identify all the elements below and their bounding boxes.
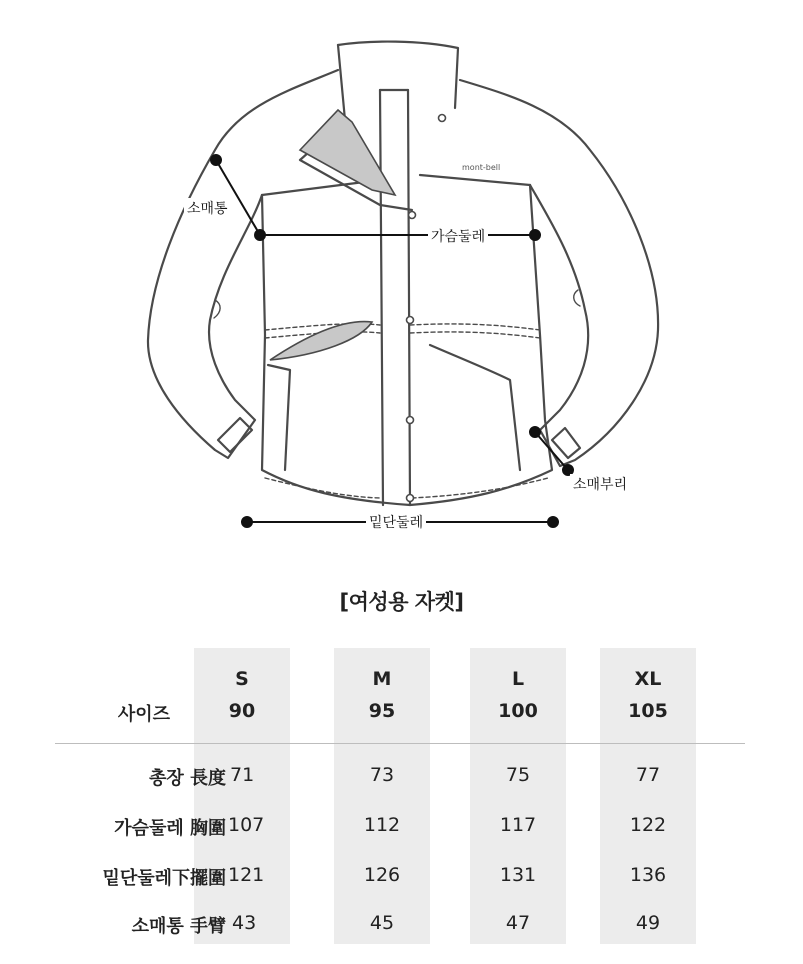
column-bg-xl <box>600 648 696 944</box>
size-l-num: 100 <box>498 700 538 722</box>
chest-label: 가슴둘레 <box>428 226 488 246</box>
row-length-s: 71 <box>230 764 255 786</box>
row-label-hem: 밑단둘레下擺圍 <box>102 868 226 889</box>
row-hem-l: 131 <box>499 864 537 886</box>
row-sleeve-m: 45 <box>369 912 395 934</box>
row-hem-m: 126 <box>363 864 401 886</box>
row-sleeve-l: 47 <box>505 912 531 934</box>
row-chest-s: 107 <box>228 814 265 836</box>
size-xl: XL <box>634 668 662 690</box>
row-length-m: 73 <box>369 764 395 786</box>
header-divider <box>55 743 745 744</box>
cuff-label: 소매부리 <box>570 474 630 494</box>
row-length-xl: 77 <box>635 764 661 786</box>
size-chart-title: [여성용 자켓] <box>339 590 464 614</box>
hem-label: 밑단둘레 <box>366 512 426 532</box>
size-m-num: 95 <box>368 700 396 722</box>
pocket-lining <box>270 322 372 360</box>
size-l: L <box>511 668 525 690</box>
hem-dot-left <box>242 517 252 527</box>
cuff-dot-top <box>530 427 540 437</box>
column-bg-s <box>194 648 290 944</box>
size-s: S <box>235 668 249 690</box>
row-sleeve-xl: 49 <box>635 912 661 934</box>
row-hem-s: 121 <box>228 864 265 886</box>
row-chest-xl: 122 <box>629 814 667 836</box>
hem-dot-right <box>548 517 558 527</box>
row-length-l: 75 <box>505 764 531 786</box>
row-label-chest: 가슴둘레 胸圍 <box>114 818 226 839</box>
column-bg-l <box>470 648 566 944</box>
row-label-sleeve: 소매통 手臂 <box>131 916 226 937</box>
row-chest-l: 117 <box>499 814 537 836</box>
size-s-num: 90 <box>228 700 256 722</box>
size-xl-num: 105 <box>628 700 668 722</box>
right-sleeve <box>460 80 658 466</box>
size-header-label: 사이즈 <box>117 704 170 725</box>
row-chest-m: 112 <box>363 814 401 836</box>
size-m: M <box>372 668 392 690</box>
sleeve-width-dot-top <box>211 155 221 165</box>
brand-logo: mont-bell <box>462 163 501 172</box>
column-bg-m <box>334 648 430 944</box>
row-sleeve-s: 43 <box>232 912 257 934</box>
row-label-length: 총장 長度 <box>148 768 226 789</box>
chest-dot-right <box>530 230 540 240</box>
row-hem-xl: 136 <box>629 864 667 886</box>
sleeve-width-label: 소매통 <box>184 198 231 218</box>
left-sleeve <box>148 70 338 458</box>
